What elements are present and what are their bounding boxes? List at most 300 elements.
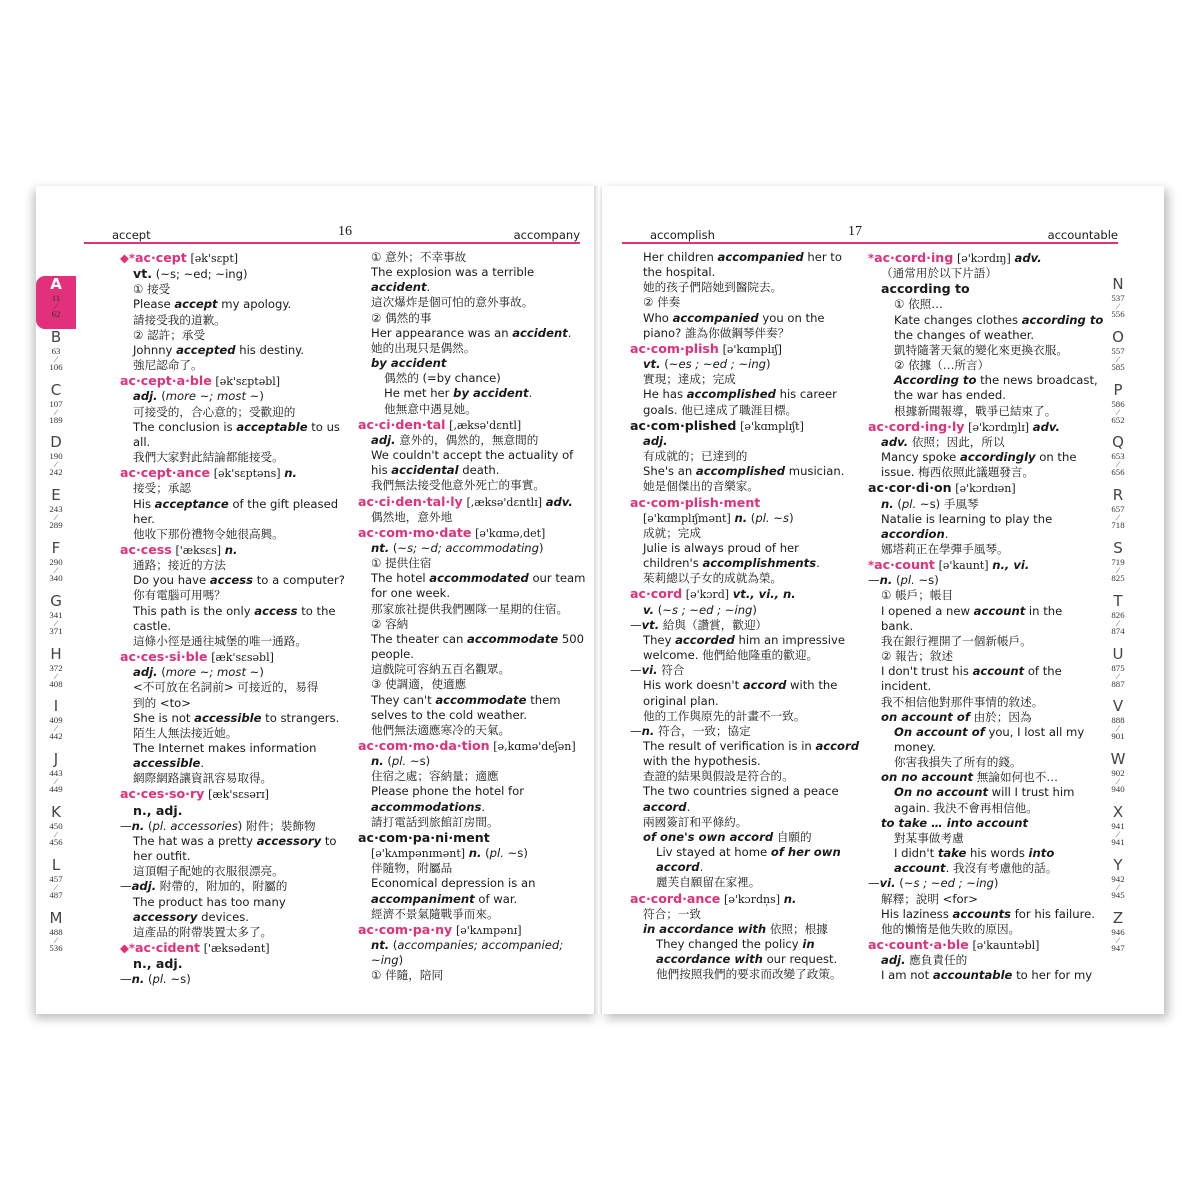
entry-text-run: his words bbox=[966, 846, 1029, 861]
entry-text-run: n. bbox=[879, 573, 893, 588]
tab-letter: K bbox=[51, 802, 61, 821]
entry-text-run: pl. bbox=[901, 496, 917, 511]
entry-text: ① 伴隨，陪同 bbox=[371, 968, 444, 983]
entry-text: 兩國簽訂和平條約。 bbox=[643, 814, 748, 829]
entry-text-run: the news broadcast, bbox=[976, 373, 1098, 388]
entry-text: 強尼認命了。 bbox=[133, 358, 203, 373]
entry-line bbox=[630, 967, 860, 982]
entry-line bbox=[868, 604, 1104, 619]
entry-line bbox=[358, 478, 588, 493]
entry-line bbox=[868, 953, 1104, 968]
tab-range-divider: ⁄ bbox=[1117, 723, 1119, 734]
tab-page-to: 289 bbox=[49, 520, 63, 531]
entry-line bbox=[868, 710, 1104, 725]
entry-text-run: pl. bbox=[391, 754, 407, 769]
entry-line bbox=[630, 875, 860, 890]
entry-text: 請打電話到旅館訂房間。 bbox=[371, 814, 499, 829]
entry-text: ① 帳戶；帳目 bbox=[881, 588, 954, 603]
entry-line bbox=[358, 326, 588, 341]
tab-page-from: 11 bbox=[51, 293, 61, 303]
entry-text-run: . bbox=[200, 756, 205, 771]
entry-text: 伴隨物，附屬品 bbox=[371, 861, 453, 876]
thumb-tab-o bbox=[1098, 329, 1138, 382]
entry-text-run: him an impressive bbox=[734, 632, 846, 647]
tab-page-from: 888 bbox=[1111, 715, 1125, 726]
tab-page-to: 718 bbox=[1111, 520, 1125, 531]
entry-text: again. 我決不會再相信他。 bbox=[894, 800, 1038, 815]
entry-line bbox=[120, 711, 350, 726]
entry-text-run: The hat was a pretty bbox=[133, 833, 257, 848]
entry-text-run: ) bbox=[398, 953, 404, 968]
entry-text: money. bbox=[894, 740, 936, 754]
entry-text-run: in bbox=[802, 937, 815, 952]
entry-text: 這頂帽子配她的衣服很漂亮。 bbox=[133, 864, 284, 879]
entry-text-run: Liv stayed at home bbox=[656, 845, 771, 860]
tab-range-divider: ⁄ bbox=[1117, 828, 1119, 839]
entry-text: 你害我損失了所有的錢。 bbox=[894, 755, 1022, 770]
entry-text-run: — bbox=[630, 723, 642, 738]
entry-text: 你有電腦可用嗎？ bbox=[133, 588, 226, 603]
entry-text-run: 符合，一致；協定 bbox=[654, 723, 751, 738]
entry-line bbox=[120, 573, 350, 588]
entry-text: 實現；達成；完成 bbox=[643, 372, 736, 387]
headword: ac·cord·ing·ly bbox=[868, 418, 965, 434]
thumb-tab-r bbox=[1098, 487, 1138, 540]
entry-text: her. bbox=[133, 511, 155, 526]
entry-line bbox=[630, 815, 860, 830]
headword: ac·count bbox=[874, 557, 935, 573]
entry-headword-line bbox=[630, 891, 860, 907]
entry-text-run: They can't bbox=[371, 692, 436, 707]
entry-text-run: 附帶的，附加的，附屬的 bbox=[156, 879, 288, 894]
entry-line bbox=[358, 846, 588, 861]
entry-line bbox=[630, 739, 860, 754]
tab-range-divider: ⁄ bbox=[1117, 512, 1119, 523]
entry-text: castle. bbox=[133, 618, 172, 633]
entry-text: Natalie is learning to play the bbox=[881, 511, 1053, 526]
pronunciation: [ə'kɑmə,det] bbox=[475, 526, 546, 540]
entry-text-run: vt. bbox=[641, 617, 660, 632]
entry-text-run: His laziness bbox=[881, 906, 953, 921]
tab-range-divider: ⁄ bbox=[55, 617, 57, 628]
entry-text-run: accidental bbox=[391, 463, 459, 478]
entry-line bbox=[630, 387, 860, 402]
entry-headword-line bbox=[120, 250, 350, 266]
entry-line bbox=[630, 403, 860, 418]
entry-text-run: ) 附件；裝飾物 bbox=[237, 818, 316, 833]
tab-range-divider: ⁄ bbox=[1117, 776, 1119, 787]
entry-text-run: accompanied bbox=[717, 250, 804, 264]
entry-headword-line bbox=[120, 542, 350, 558]
entry-text: ③ 使調適，使適應 bbox=[371, 677, 467, 692]
tab-range-divider: ⁄ bbox=[55, 301, 57, 311]
entry-text-run: nt. bbox=[371, 938, 390, 953]
entry-text-run: ~s ; ~ed ; ~ing bbox=[662, 602, 753, 617]
frequency-mark: * bbox=[868, 251, 875, 265]
entry-line bbox=[868, 785, 1104, 800]
entry-line bbox=[120, 266, 350, 282]
entry-line bbox=[630, 357, 860, 372]
entry-line bbox=[868, 846, 1104, 861]
tab-page-to: 242 bbox=[49, 467, 63, 478]
entry-line bbox=[630, 845, 860, 860]
entry-line bbox=[630, 311, 860, 326]
tab-page-from: 488 bbox=[49, 926, 63, 937]
entry-text-run: acceptance bbox=[154, 496, 229, 511]
entry-line bbox=[120, 405, 350, 420]
entry-line bbox=[868, 281, 1104, 297]
entry-text: 他們無法適應寒冷的天氣。 bbox=[371, 722, 511, 737]
entry-line bbox=[630, 295, 860, 310]
entry-line bbox=[630, 952, 860, 967]
entry-line bbox=[120, 435, 350, 450]
entry-line bbox=[630, 922, 860, 937]
page-number: 16 bbox=[338, 224, 352, 239]
entry-line bbox=[358, 892, 588, 907]
entry-line bbox=[358, 723, 588, 738]
entry-text-run: vi. bbox=[879, 876, 896, 891]
entry-text-run: will I trust him bbox=[987, 785, 1075, 800]
entry-line bbox=[120, 849, 350, 864]
entry-text: with the hypothesis. bbox=[643, 754, 761, 769]
thumb-tab-v bbox=[1098, 698, 1138, 751]
entry-line bbox=[120, 879, 350, 894]
entry-text-run: n., adj. bbox=[133, 802, 183, 818]
entry-line bbox=[868, 450, 1104, 465]
entry-text-run: . bbox=[528, 386, 533, 401]
entry-text-run: accord bbox=[742, 678, 787, 693]
entry-text-run: accompanied bbox=[672, 310, 759, 325]
entry-text-run: accompanies; accompanied; bbox=[397, 938, 564, 953]
entry-text-run: accept bbox=[174, 297, 218, 312]
entry-text-run: accountable bbox=[932, 968, 1013, 983]
pronunciation: [ə'kɔrdɪən] bbox=[955, 482, 1016, 496]
entry-text-run: He has bbox=[643, 387, 687, 402]
entry-text-run: ( bbox=[895, 876, 904, 891]
entry-text-run: ~ing bbox=[371, 953, 399, 968]
thumb-tab-j bbox=[36, 751, 76, 804]
entry-line bbox=[868, 497, 1104, 512]
entry-text: Julie is always proud of her bbox=[643, 540, 799, 555]
tab-page-to: 941 bbox=[1111, 836, 1125, 847]
entry-text-run: 應負責任的 bbox=[905, 953, 968, 968]
pronunciation: [,æksə'dɛntl] bbox=[449, 418, 522, 432]
entry-line bbox=[868, 328, 1104, 343]
entry-text-run: of one's own accord bbox=[643, 829, 774, 844]
tab-range-divider: ⁄ bbox=[55, 723, 57, 734]
entry-text-run: to her for my bbox=[1012, 968, 1093, 983]
entry-line bbox=[868, 968, 1104, 983]
entry-line bbox=[120, 972, 350, 987]
entry-text-run: — bbox=[120, 972, 132, 987]
entry-text-run: — bbox=[120, 879, 132, 894]
entry-line bbox=[868, 435, 1104, 450]
entry-line bbox=[630, 541, 860, 556]
entry-line bbox=[630, 571, 860, 586]
entry-text: 麗芙自願留在家裡。 bbox=[656, 875, 761, 890]
entry-text-run: ~s) bbox=[914, 573, 939, 588]
entry-line bbox=[630, 434, 860, 449]
entry-text-run: 自願的 bbox=[773, 829, 812, 844]
thumb-tab-h bbox=[36, 646, 76, 699]
pronunciation: [æk'sɛsərɪ] bbox=[208, 788, 269, 802]
entry-line bbox=[868, 907, 1104, 922]
entry-line bbox=[358, 295, 588, 310]
entry-line bbox=[868, 664, 1104, 679]
tab-page-to: 106 bbox=[49, 361, 63, 372]
entry-line bbox=[358, 250, 588, 265]
tab-page-to: 556 bbox=[1111, 309, 1125, 319]
entry-text-run: ( bbox=[389, 540, 398, 555]
entry-line bbox=[868, 876, 1104, 891]
entry-text: The two countries signed a peace bbox=[643, 784, 839, 799]
entry-headword-line bbox=[630, 418, 860, 434]
headword: ac·cord·ance bbox=[630, 890, 721, 906]
entry-line bbox=[630, 464, 860, 479]
entry-text-run: ( bbox=[893, 496, 902, 511]
entry-headword-line bbox=[868, 937, 1104, 953]
entry-text-run: 500 bbox=[558, 631, 585, 646]
entry-text: ② 伴奏 bbox=[643, 295, 681, 310]
tab-letter: D bbox=[50, 433, 62, 452]
entry-text: 凱特隨著天氣的變化來更換衣服。 bbox=[894, 342, 1068, 357]
entry-headword-line bbox=[868, 557, 1104, 573]
entry-text-run: adj. bbox=[371, 432, 396, 447]
entry-text-run: our team bbox=[528, 571, 586, 586]
headword: ac·com·pa·ny bbox=[358, 921, 453, 937]
tab-range-divider: ⁄ bbox=[1117, 301, 1119, 311]
tab-range-divider: ⁄ bbox=[55, 353, 57, 364]
pronunciation: [æk'sɛsəbl] bbox=[211, 651, 274, 665]
entry-text-run: accommodate bbox=[435, 692, 527, 707]
thumb-tab-f bbox=[36, 540, 76, 593]
entry-line bbox=[358, 677, 588, 692]
entry-text-run: of her own bbox=[770, 845, 841, 860]
entry-line bbox=[120, 895, 350, 910]
pronunciation: [ə,kɑmə'deʃən] bbox=[493, 740, 576, 753]
entry-text-run: my apology. bbox=[217, 297, 292, 312]
tab-range-divider: ⁄ bbox=[55, 459, 57, 470]
entry-text-run: 無論如何也不… bbox=[973, 770, 1058, 785]
tab-letter: G bbox=[50, 591, 62, 610]
entry-text-run: according to bbox=[881, 281, 970, 297]
entry-text-run: ( bbox=[892, 573, 901, 588]
entry-text-run: ( bbox=[481, 846, 490, 861]
entry-line bbox=[358, 541, 588, 556]
thumb-tab-t bbox=[1098, 593, 1138, 646]
part-of-speech: adv. bbox=[1032, 419, 1060, 434]
entry-text-run: ( bbox=[144, 818, 153, 833]
entry-text-run: accommodate bbox=[467, 631, 559, 646]
entry-text-run: of war. bbox=[474, 891, 518, 906]
entry-text-run: account bbox=[973, 603, 1026, 618]
part-of-speech: n. bbox=[224, 542, 238, 557]
tab-page-to: 442 bbox=[49, 731, 63, 742]
entry-line bbox=[120, 741, 350, 756]
headword: ac·ces·si·ble bbox=[120, 649, 208, 665]
entry-line bbox=[630, 280, 860, 295]
entry-text-run: of the bbox=[1024, 664, 1062, 679]
left-page bbox=[36, 186, 596, 1014]
entry-text-run: 依照；根據 bbox=[766, 921, 828, 936]
entry-line bbox=[358, 402, 588, 417]
entry-text-run: accorded bbox=[675, 632, 735, 647]
entry-text-run: accompaniment bbox=[371, 891, 475, 906]
entry-text-run: adj. bbox=[643, 433, 668, 448]
entry-text-run: ) bbox=[789, 510, 794, 525]
entry-line bbox=[630, 556, 860, 571]
entry-text-run: adv. bbox=[881, 434, 909, 449]
entry-text-run: ( bbox=[383, 754, 392, 769]
entry-line bbox=[120, 834, 350, 849]
entry-line bbox=[120, 558, 350, 573]
entry-text-run: accomplishments bbox=[702, 556, 817, 571]
entry-text-run: . bbox=[699, 860, 704, 875]
entry-text: 偶然的 (=by chance) bbox=[384, 371, 501, 386]
tab-page-from: 243 bbox=[49, 504, 63, 515]
entry-text-run: v. bbox=[643, 602, 655, 617]
tab-page-from: 409 bbox=[49, 715, 63, 726]
entry-text-run: (~s; ~ed; ~ing) bbox=[152, 267, 248, 282]
entry-text-run: take bbox=[937, 846, 967, 861]
entry-headword-line bbox=[120, 465, 350, 481]
entry-text-run: They bbox=[643, 632, 676, 647]
entry-text-run: . bbox=[481, 799, 486, 814]
part-of-speech: n. bbox=[783, 891, 797, 906]
entry-column-2 bbox=[868, 250, 1104, 984]
entry-text-run: to a computer? bbox=[253, 573, 345, 588]
entry-text-run: ~es ; ~ed ; ~ing bbox=[668, 357, 767, 372]
entry-text-run: His work doesn't bbox=[643, 678, 743, 693]
entry-text-run: ~s) bbox=[503, 846, 528, 861]
tab-letter: W bbox=[1110, 750, 1126, 769]
entry-text-run: The theater can bbox=[371, 631, 468, 646]
entry-line bbox=[630, 449, 860, 464]
entry-text-run: vt. bbox=[133, 266, 153, 282]
tab-page-from: 826 bbox=[1111, 609, 1125, 620]
tab-page-from: 372 bbox=[49, 662, 63, 673]
entry-text: The Internet makes information bbox=[133, 741, 317, 755]
entry-line bbox=[120, 358, 350, 373]
pronunciation: [ə'kɔrdɪŋ] bbox=[956, 252, 1011, 265]
entry-text: the changes of weather. bbox=[894, 327, 1035, 342]
pronunciation: [,æksə'dɛntlɪ] bbox=[466, 495, 542, 509]
header-rule bbox=[84, 242, 580, 244]
entry-text: ② 報告；敘述 bbox=[881, 649, 954, 664]
entry-text: 請接受我的道歉。 bbox=[133, 312, 226, 327]
entry-headword-line bbox=[868, 480, 1104, 496]
tab-range-divider: ⁄ bbox=[55, 512, 57, 523]
running-head bbox=[112, 224, 580, 242]
tab-page-from: 443 bbox=[49, 768, 63, 779]
entry-line bbox=[868, 373, 1104, 388]
entry-line bbox=[120, 481, 350, 496]
entry-line bbox=[120, 328, 350, 343]
tab-letter: L bbox=[51, 855, 61, 874]
entry-line bbox=[358, 371, 588, 386]
headword: ac·com·plish·ment bbox=[630, 494, 761, 510]
entry-text: 我不相信他對那件事情的敘述。 bbox=[881, 694, 1044, 709]
thumb-tab-u bbox=[1098, 646, 1138, 699]
entry-text: 可接受的，合心意的；受歡迎的 bbox=[133, 404, 296, 419]
entry-text-run: Do you have bbox=[133, 573, 210, 588]
entry-text-run: adj. bbox=[133, 665, 158, 680]
entry-line bbox=[358, 265, 588, 280]
thumb-tab-l bbox=[36, 857, 76, 910]
entry-line bbox=[868, 465, 1104, 480]
entry-text: ① 依照… bbox=[894, 297, 943, 312]
entry-text: ① 接受 bbox=[133, 282, 171, 297]
entry-text-run: I don't trust his bbox=[881, 664, 973, 679]
tab-letter: Q bbox=[1112, 433, 1124, 452]
tab-range-divider: ⁄ bbox=[1117, 406, 1119, 417]
entry-text-run: She is not bbox=[133, 710, 195, 725]
entry-headword-line bbox=[868, 250, 1104, 266]
headword: ac·cord bbox=[630, 586, 683, 602]
entry-headword-line bbox=[120, 786, 350, 802]
entry-text-run: 意外的，偶然的，無意間的 bbox=[395, 432, 539, 447]
entry-text: 經濟不景氣隨戰爭而來。 bbox=[371, 906, 499, 921]
entry-line bbox=[358, 968, 588, 983]
entry-text-run: pl. bbox=[489, 846, 504, 861]
tab-page-from: 190 bbox=[49, 451, 63, 462]
entry-text: 茱莉總以子女的成就為榮。 bbox=[643, 571, 783, 586]
entry-text-run: of the gift pleased bbox=[228, 496, 339, 511]
entry-text: 成就；完成 bbox=[643, 525, 701, 540]
tab-letter: I bbox=[53, 697, 59, 716]
entry-text-run: his bbox=[371, 463, 392, 478]
tab-page-to: 340 bbox=[49, 572, 63, 583]
entry-text-run: n. bbox=[881, 496, 894, 511]
guide-word-last: accompany bbox=[513, 228, 580, 242]
entry-text-run: — bbox=[120, 818, 132, 833]
entry-line bbox=[630, 326, 860, 341]
entry-line bbox=[868, 619, 1104, 634]
part-of-speech: vt., vi., n. bbox=[732, 587, 796, 602]
tab-page-from: 557 bbox=[1111, 345, 1125, 356]
entry-text-run: accomplished bbox=[686, 387, 776, 402]
entry-line bbox=[358, 510, 588, 525]
guide-word-last: accountable bbox=[1047, 228, 1118, 242]
entry-text-run: accounts bbox=[952, 906, 1012, 921]
entry-headword-line bbox=[120, 373, 350, 389]
entry-line bbox=[358, 433, 588, 448]
entry-line bbox=[868, 861, 1104, 876]
entry-text-run: adj. bbox=[131, 879, 157, 894]
entry-text-run: adj. bbox=[133, 389, 158, 404]
entry-text-run: — bbox=[630, 617, 642, 632]
entry-headword-line bbox=[630, 495, 860, 511]
entry-text: 有成就的；已達到的 bbox=[643, 449, 748, 464]
entry-line bbox=[358, 386, 588, 401]
tab-range-divider: ⁄ bbox=[55, 934, 57, 945]
pronunciation: [ə'kauntəbl] bbox=[972, 939, 1040, 953]
running-head bbox=[650, 224, 1118, 242]
entry-line bbox=[358, 586, 588, 601]
entry-text: 這產品的附帶裝置太多了。 bbox=[133, 924, 273, 939]
entry-line bbox=[868, 634, 1104, 649]
entry-headword-line bbox=[630, 586, 860, 602]
entry-line bbox=[120, 910, 350, 925]
entry-line bbox=[120, 665, 350, 680]
entry-text-run: Who bbox=[643, 310, 673, 325]
entry-line bbox=[120, 313, 350, 328]
entry-text-run: . bbox=[426, 280, 431, 295]
entry-text: 娜塔莉正在學彈手風琴。 bbox=[881, 541, 1009, 556]
thumb-tab-y bbox=[1098, 857, 1138, 910]
entry-line bbox=[358, 647, 588, 662]
tab-page-from: 946 bbox=[1111, 926, 1125, 937]
